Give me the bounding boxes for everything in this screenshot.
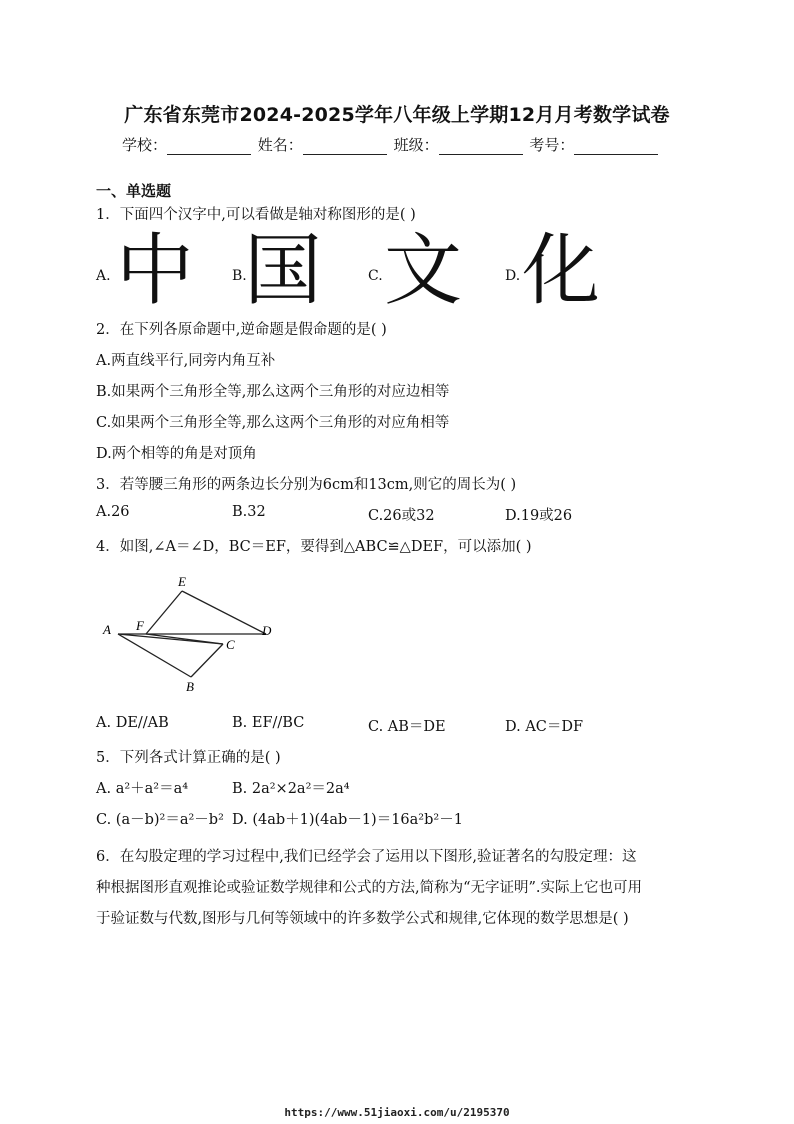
point-d-label: D bbox=[262, 623, 272, 638]
q1-option-c-label: C. bbox=[368, 268, 383, 284]
q4-geometry-figure bbox=[96, 570, 286, 700]
q1-option-a-label: A. bbox=[96, 268, 111, 284]
point-c-label: C bbox=[226, 637, 235, 652]
q2-option-d: D.两个相等的角是对顶角 bbox=[96, 446, 257, 462]
q1-option-d-label: D. bbox=[505, 268, 521, 284]
q1-option-b-label: B. bbox=[232, 268, 247, 284]
q3-option-d: D.19或26 bbox=[505, 508, 573, 524]
exam-no-label: 考号： bbox=[529, 136, 575, 154]
student-info-line bbox=[122, 134, 660, 155]
name-label: 姓名： bbox=[257, 136, 303, 154]
school-label: 学校： bbox=[122, 136, 168, 154]
q6-line-1: 6．在勾股定理的学习过程中,我们已经学会了运用以下图形,验证著名的勾股定理：这 bbox=[96, 849, 637, 865]
point-a-label: A bbox=[103, 622, 111, 637]
segment-fc bbox=[146, 634, 223, 644]
q1-stem: 1．下面四个汉字中,可以看做是轴对称图形的是( ) bbox=[96, 207, 416, 223]
q3-option-b: B.32 bbox=[232, 504, 266, 520]
q4-option-b: B. EF//BC bbox=[232, 715, 305, 731]
q2-option-c: C.如果两个三角形全等,那么这两个三角形的对应角相等 bbox=[96, 415, 450, 431]
q5-stem: 5．下列各式计算正确的是( ) bbox=[96, 750, 281, 766]
q4-option-c: C. AB＝DE bbox=[368, 719, 446, 735]
class-blank bbox=[439, 140, 523, 155]
q5-option-d: D. (4ab＋1)(4ab－1)＝16a²b²－1 bbox=[232, 812, 463, 828]
q5-option-c: C. (a－b)²＝a²－b² bbox=[96, 812, 224, 828]
point-b-label: B bbox=[186, 679, 194, 694]
q6-line-3: 于验证数与代数,图形与几何等领域中的许多数学公式和规律,它体现的数学思想是( ) bbox=[96, 911, 629, 927]
q1-option-d-char: 化 bbox=[522, 226, 601, 316]
school-blank bbox=[167, 140, 251, 155]
q6-line-2: 种根据图形直观推论或验证数学规律和公式的方法,简称为“无字证明”.实际上它也可用 bbox=[96, 880, 643, 896]
q3-option-c: C.26或32 bbox=[368, 508, 435, 524]
q4-stem: 4．如图,∠A＝∠D，BC＝EF，要得到△ABC≌△DEF，可以添加( ) bbox=[96, 539, 532, 555]
q5-option-b: B. 2a²×2a²＝2a⁴ bbox=[232, 781, 350, 797]
q2-stem: 2．在下列各原命题中,逆命题是假命题的是( ) bbox=[96, 322, 387, 338]
section-heading: 一、单选题 bbox=[96, 182, 172, 200]
q3-stem: 3．若等腰三角形的两条边长分别为6cm和13cm,则它的周长为( ) bbox=[96, 477, 517, 493]
segment-cb bbox=[191, 644, 223, 677]
exam-no-blank bbox=[574, 140, 658, 155]
q1-option-c-char: 文 bbox=[384, 226, 463, 316]
q3-option-a: A.26 bbox=[96, 504, 130, 520]
class-label: 班级： bbox=[393, 136, 439, 154]
q4-option-a: A. DE//AB bbox=[96, 715, 169, 731]
page-title: 广东省东莞市2024-2025学年八年级上学期12月月考数学试卷 bbox=[124, 104, 670, 126]
q5-option-a: A. a²＋a²＝a⁴ bbox=[96, 781, 189, 797]
q2-option-a: A.两直线平行,同旁内角互补 bbox=[96, 353, 276, 369]
name-blank bbox=[303, 140, 387, 155]
q4-option-d: D. AC＝DF bbox=[505, 719, 584, 735]
point-f-label: F bbox=[136, 618, 144, 633]
segment-fe bbox=[146, 591, 182, 634]
q1-option-a-char: 中 bbox=[116, 226, 195, 316]
segment-ed bbox=[182, 591, 266, 634]
footer-url: https://www.51jiaoxi.com/u/2195370 bbox=[284, 1106, 510, 1119]
q1-option-b-char: 国 bbox=[244, 226, 323, 316]
point-e-label: E bbox=[178, 574, 186, 589]
q2-option-b: B.如果两个三角形全等,那么这两个三角形的对应边相等 bbox=[96, 384, 450, 400]
